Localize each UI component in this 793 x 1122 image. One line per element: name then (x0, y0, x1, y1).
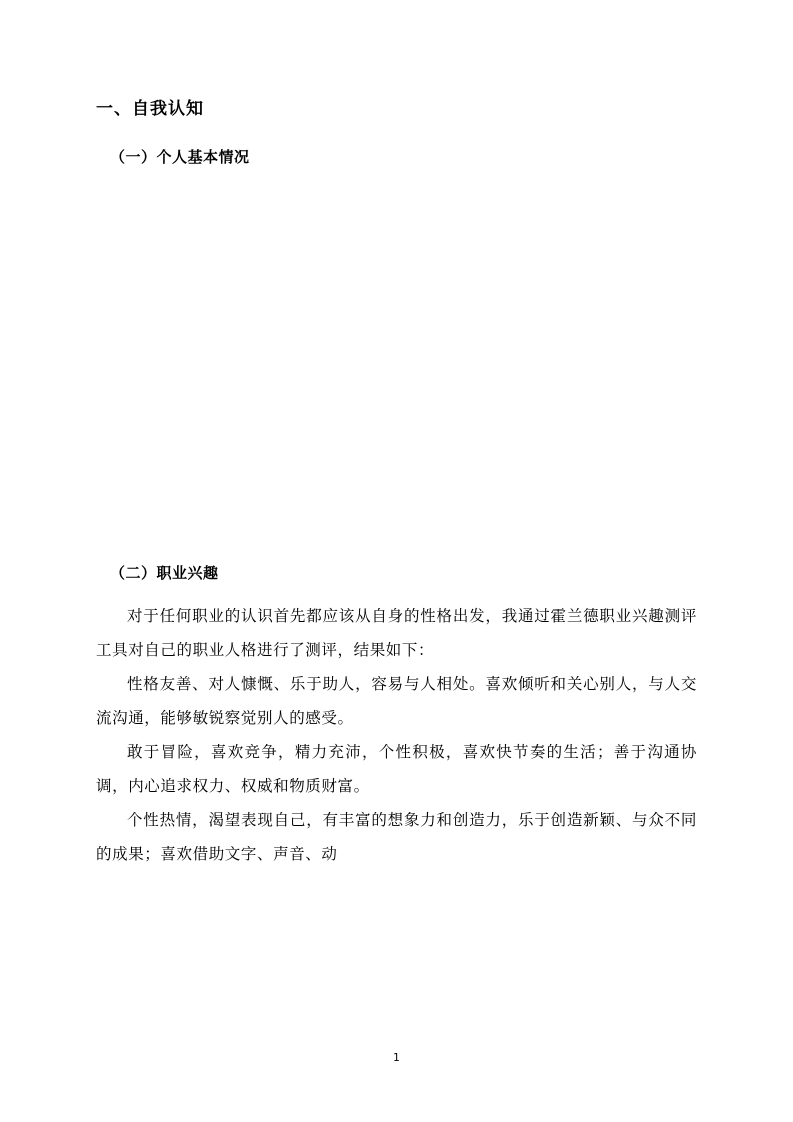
document-body (96, 96, 697, 871)
subsection-personal-basic-info (96, 145, 697, 169)
page-title: 一、自我认知 (96, 99, 204, 119)
section-self-awareness (96, 96, 697, 123)
paragraph: 对于任何职业的认识首先都应该从自身的性格出发，我通过霍兰德职业兴趣测评工具对自己的职业人格进行了测评，结果如下： (96, 607, 697, 660)
paragraph: 性格友善、对人慷慨、乐于助人，容易与人相处。喜欢倾听和关心别人，与人交流沟通，能够敏锐察觉别人的感受。 (96, 675, 697, 728)
blank-content-area (96, 169, 697, 561)
subsection-heading: （二）职业兴趣 (110, 564, 219, 583)
paragraph: 个性热情，渴望表现自己，有丰富的想象力和创造力，乐于创造新颖、与众不同的成果；喜欢借助文字、声音、动 (96, 811, 697, 864)
subsection-career-interest (96, 561, 697, 585)
page-number: 1 (393, 1052, 400, 1064)
subsection-heading: （一）个人基本情况 (110, 148, 250, 167)
paragraph: 敢于冒险，喜欢竞争，精力充沛，个性积极，喜欢快节奏的生活；善于沟通协调，内心追求权力、权威和物质财富。 (96, 743, 697, 796)
